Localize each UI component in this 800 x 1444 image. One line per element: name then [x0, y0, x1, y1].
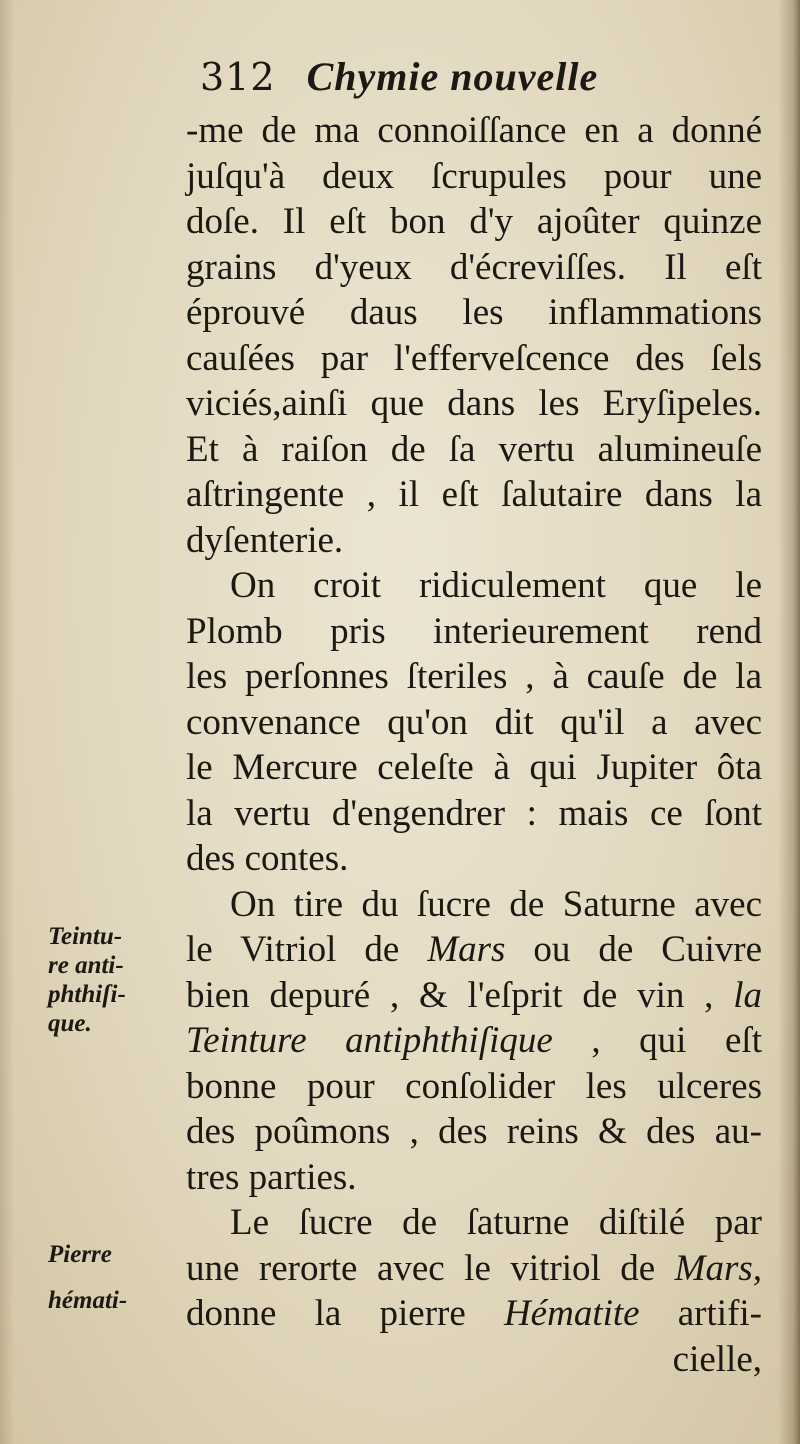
- text-line: [186, 882, 762, 928]
- text-run: -me de ma connoiſſance en a donné: [186, 110, 762, 151]
- text-run: des contes.: [186, 838, 349, 879]
- text-run: cauſées par l'efferveſcence des ſels: [186, 337, 762, 379]
- italic-run: Mars: [427, 929, 506, 970]
- text-run: doſe. Il eſt bon d'y ajoûter quinze: [186, 201, 762, 242]
- text-line: [186, 745, 762, 791]
- text-run: grains d'yeux d'écreviſſes. Il eſt: [186, 246, 762, 288]
- text-run: des poûmons , des reins & des au-: [186, 1111, 762, 1152]
- text-run: éprouvé daus les inflammations: [186, 292, 762, 333]
- text-line: [186, 791, 762, 837]
- text-run: la vertu d'engendrer : mais ce ſont: [186, 792, 762, 834]
- text-run: ou de Cuivre: [505, 929, 762, 970]
- text-run: tres parties.: [186, 1156, 357, 1198]
- text-line: [186, 518, 762, 564]
- text-line: [186, 472, 762, 518]
- text-line: [186, 1246, 762, 1292]
- text-run: dyſenterie.: [186, 519, 344, 561]
- text-line: [186, 1064, 762, 1110]
- text-line: [186, 245, 762, 291]
- text-run: Et à raiſon de ſa vertu alumineuſe: [186, 428, 762, 470]
- text-line: [186, 700, 762, 746]
- text-run: donne la pierre: [186, 1293, 504, 1334]
- text-run: viciés,ainſi que dans les Eryſipeles.: [186, 383, 762, 424]
- text-run: bonne pour conſolider les ulceres: [186, 1065, 762, 1107]
- margin-note-line: Teintu-: [48, 923, 123, 950]
- text-line: [186, 1018, 762, 1064]
- text-line: [186, 973, 762, 1019]
- text-run: juſqu'à deux ſcrupules pour une: [186, 155, 762, 197]
- text-run: une rerorte avec le vitriol de: [186, 1247, 675, 1289]
- text-run: le Mercure celeſte à qui Jupiter ôta: [186, 747, 762, 788]
- text-line: [186, 836, 762, 882]
- page-edge-shadow: [0, 0, 14, 1444]
- italic-run: Teinture antiphthiſique: [186, 1020, 553, 1061]
- text-line: [186, 381, 762, 427]
- text-line: [186, 1155, 762, 1201]
- page-number: 312: [200, 55, 276, 99]
- running-head: Chymie nouvelle: [306, 54, 599, 99]
- text-line: [186, 927, 762, 973]
- text-line: [186, 1291, 762, 1337]
- text-run: Plomb pris interieurement rend: [186, 610, 762, 652]
- text-run: artifi-: [639, 1293, 762, 1334]
- text-run: , qui eſt: [552, 1020, 762, 1061]
- margin-note-line: re anti-: [48, 952, 124, 979]
- text-run: convenance qu'on dit qu'il a avec: [186, 701, 762, 743]
- text-run: le Vitriol de: [186, 929, 428, 970]
- text-line: [186, 199, 762, 245]
- margin-note-pierre: [48, 1232, 180, 1323]
- text-line: [186, 563, 762, 609]
- text-run: On tire du ſucre de Saturne avec: [230, 883, 762, 925]
- text-line: [186, 154, 762, 200]
- text-line: [186, 290, 762, 336]
- text-line: [186, 108, 762, 154]
- text-run: Le ſucre de ſaturne diſtilé par: [230, 1202, 762, 1243]
- margin-note-line: hémati-: [48, 1286, 128, 1314]
- text-run: aſtringente , il eſt ſalutaire dans la: [186, 474, 762, 515]
- text-run: cielle,: [672, 1338, 762, 1380]
- text-line: [186, 1109, 762, 1155]
- text-run: On croit ridiculement que le: [230, 565, 762, 606]
- margin-note-line: phthiſi-: [48, 981, 126, 1008]
- text-line: [186, 654, 762, 700]
- margin-note-line: que.: [48, 1010, 92, 1037]
- text-line: [186, 427, 762, 473]
- page-header: [200, 52, 598, 102]
- italic-run: Hématite: [503, 1293, 640, 1334]
- text-line: [186, 1337, 762, 1383]
- text-line: [186, 1200, 762, 1246]
- text-line: [186, 609, 762, 655]
- text-run: bien depuré , & l'eſprit de vin ,: [186, 974, 734, 1016]
- body-text: [186, 108, 762, 1382]
- italic-run: la: [733, 974, 762, 1016]
- text-line: [186, 336, 762, 382]
- binding-gutter-shadow: [778, 0, 800, 1444]
- text-run: les perſonnes ſteriles , à cauſe de la: [186, 656, 762, 697]
- italic-run: Mars,: [674, 1247, 762, 1289]
- margin-note-teinture: [48, 922, 180, 1038]
- margin-note-line: Pierre: [48, 1241, 112, 1268]
